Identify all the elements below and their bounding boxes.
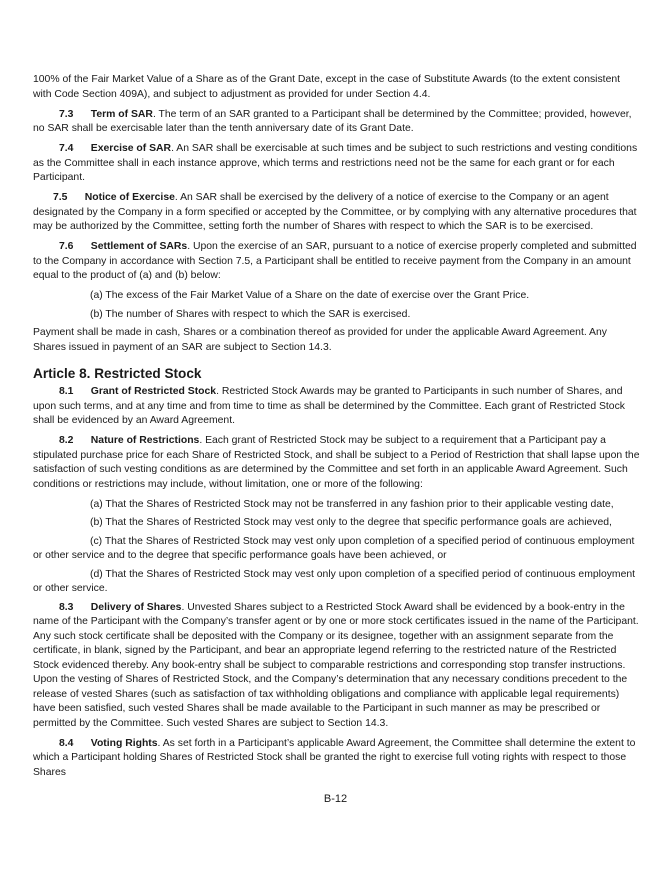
section-7-4 <box>33 142 641 186</box>
section-8-3 <box>33 601 641 732</box>
section-title: Settlement of SARs <box>90 241 188 252</box>
section-8-2 <box>33 434 641 492</box>
section-text: . An SAR shall be exercisable at such times and be subject to such restrictions and vesting conditions as the Committee shall in each instance approve, which terms and restrictions need not be the same for each grant or for each Participant. <box>33 143 638 183</box>
section-number: 7.3 <box>59 108 74 120</box>
section-number: 8.3 <box>59 601 74 613</box>
section-text: . The term of an SAR granted to a Participant shall be determined by the Committee; provided, however, no SAR shall be exercisable later than the tenth anniversary date of its Grant Date. <box>33 108 632 134</box>
section-text: . As set forth in a Participant’s applicable Award Agreement, the Committee shall determine the extent to which a Participant holding Shares of Restricted Stock shall be granted the right to exercise full voting rights with respect to those Shares <box>33 737 636 778</box>
section-title: Notice of Exercise <box>84 192 175 203</box>
article-heading: Article 8. Restricted Stock <box>33 366 202 381</box>
page-number: B-12 <box>323 793 348 805</box>
section-7-5 <box>33 191 641 235</box>
section-title: Delivery of Shares <box>90 601 182 613</box>
section-text: . Restricted Stock Awards may be granted to Participants in such number of Shares, and upon such terms, and at any time and from time to time as shall be determined by the Committee. Each grant of Restricted Stock shall be evidenced by an Award Agreement. <box>33 386 625 426</box>
section-7-6 <box>33 240 641 284</box>
list-item-c: (c) That the Shares of Restricted Stock may vest only upon completion of a specified period of continuous employment or other service and to the degree that specific performance goals have been achieved, or <box>33 535 635 561</box>
list-item-b: (b) The number of Shares with respect to which the SAR is exercised. <box>90 308 411 320</box>
list-item-a: (a) The excess of the Fair Market Value of a Share on the date of exercise over the Grant Price. <box>90 290 530 301</box>
section-text: . Unvested Shares subject to a Restricted Stock Award shall be evidenced by a book-entry in the name of the Participant with the Company’s transfer agent or by one or more stock certificates issued in the name of the Participant. Any such stock certificate shall be deposited with the Company or its designee, together with an assignment separate from the certificate, in blank, signed by the Participant, and bear an appropriate legend referring to the restricted nature of the Restricted Stock evidenced thereby. Any book-entry shall be subject to comparable restrictions and corresponding stop transfer instructions. Upon the vesting of Shares of Restricted Stock, and the Company’s determination that any necessary conditions precedent to the release of vested Shares (such as satisfaction of tax withholding obligations and compliance with applicable legal requirements) have been satisfied, such vested Shares shall be made available to the Participant in such manner as may be prescribed or permitted by the Committee. Such vested Shares are subject to Section 14.3. <box>33 601 639 729</box>
section-number: 8.2 <box>59 435 74 446</box>
section-8-1 <box>33 385 641 429</box>
section-title: Nature of Restrictions <box>90 435 200 446</box>
section-number: 8.4 <box>59 737 74 749</box>
section-title: Voting Rights <box>90 737 158 749</box>
section-text: . An SAR shall be exercised by the delivery of a notice of exercise to the Company or an agent designated by the Company in a form specified or accepted by the Committee, or by complying with any alternative procedures that may be authorized by the Committee, setting forth the number of Shares with respect to which the SAR is to be exercised. <box>33 192 637 232</box>
section-title: Grant of Restricted Stock <box>90 386 217 397</box>
section-text: . Upon the exercise of an SAR, pursuant to a notice of exercise properly completed and submitted to the Company in accordance with Section 7.5, a Participant shall be entitled to receive payment from the Company in an amount equal to the product of (a) and (b) below: <box>33 241 637 281</box>
section-number: 7.5 <box>53 192 68 203</box>
section-7-3 <box>33 108 641 137</box>
list-item-a: (a) That the Shares of Restricted Stock may not be transferred in any fashion prior to their applicable vesting date, <box>90 498 614 510</box>
section-number: 8.1 <box>59 386 74 397</box>
intro-paragraph: 100% of the Fair Market Value of a Share as of the Grant Date, except in the case of Substitute Awards (to the extent consistent with Code Section 409A), and subject to adjustment as provided for under Section 4.4. <box>33 74 621 100</box>
list-item-b: (b) That the Shares of Restricted Stock may vest only to the degree that specific performance goals are achieved, <box>90 517 612 528</box>
list-item-d: (d) That the Shares of Restricted Stock may vest only upon completion of a specified period of continuous employment or other service. <box>33 568 636 594</box>
section-number: 7.6 <box>59 241 74 252</box>
section-title: Term of SAR <box>90 108 153 120</box>
section-text: . Each grant of Restricted Stock may be subject to a requirement that a Participant pay a stipulated purchase price for each Share of Restricted Stock, and shall be subject to a Period of Restriction that shall lapse upon the satisfaction of such vesting conditions as are determined by the Committee and set forth in an applicable Award Agreement. Such conditions or restrictions may include, without limitation, one or more of the following: <box>33 435 640 490</box>
section-title: Exercise of SAR <box>90 143 172 154</box>
section-8-4 <box>33 737 641 781</box>
document-body <box>33 73 641 786</box>
section-number: 7.4 <box>59 143 74 154</box>
payment-paragraph: Payment shall be made in cash, Shares or a combination thereof as provided for under the applicable Award Agreement. Any Shares issued in payment of an SAR are subject to Section 14.3. <box>33 327 607 353</box>
